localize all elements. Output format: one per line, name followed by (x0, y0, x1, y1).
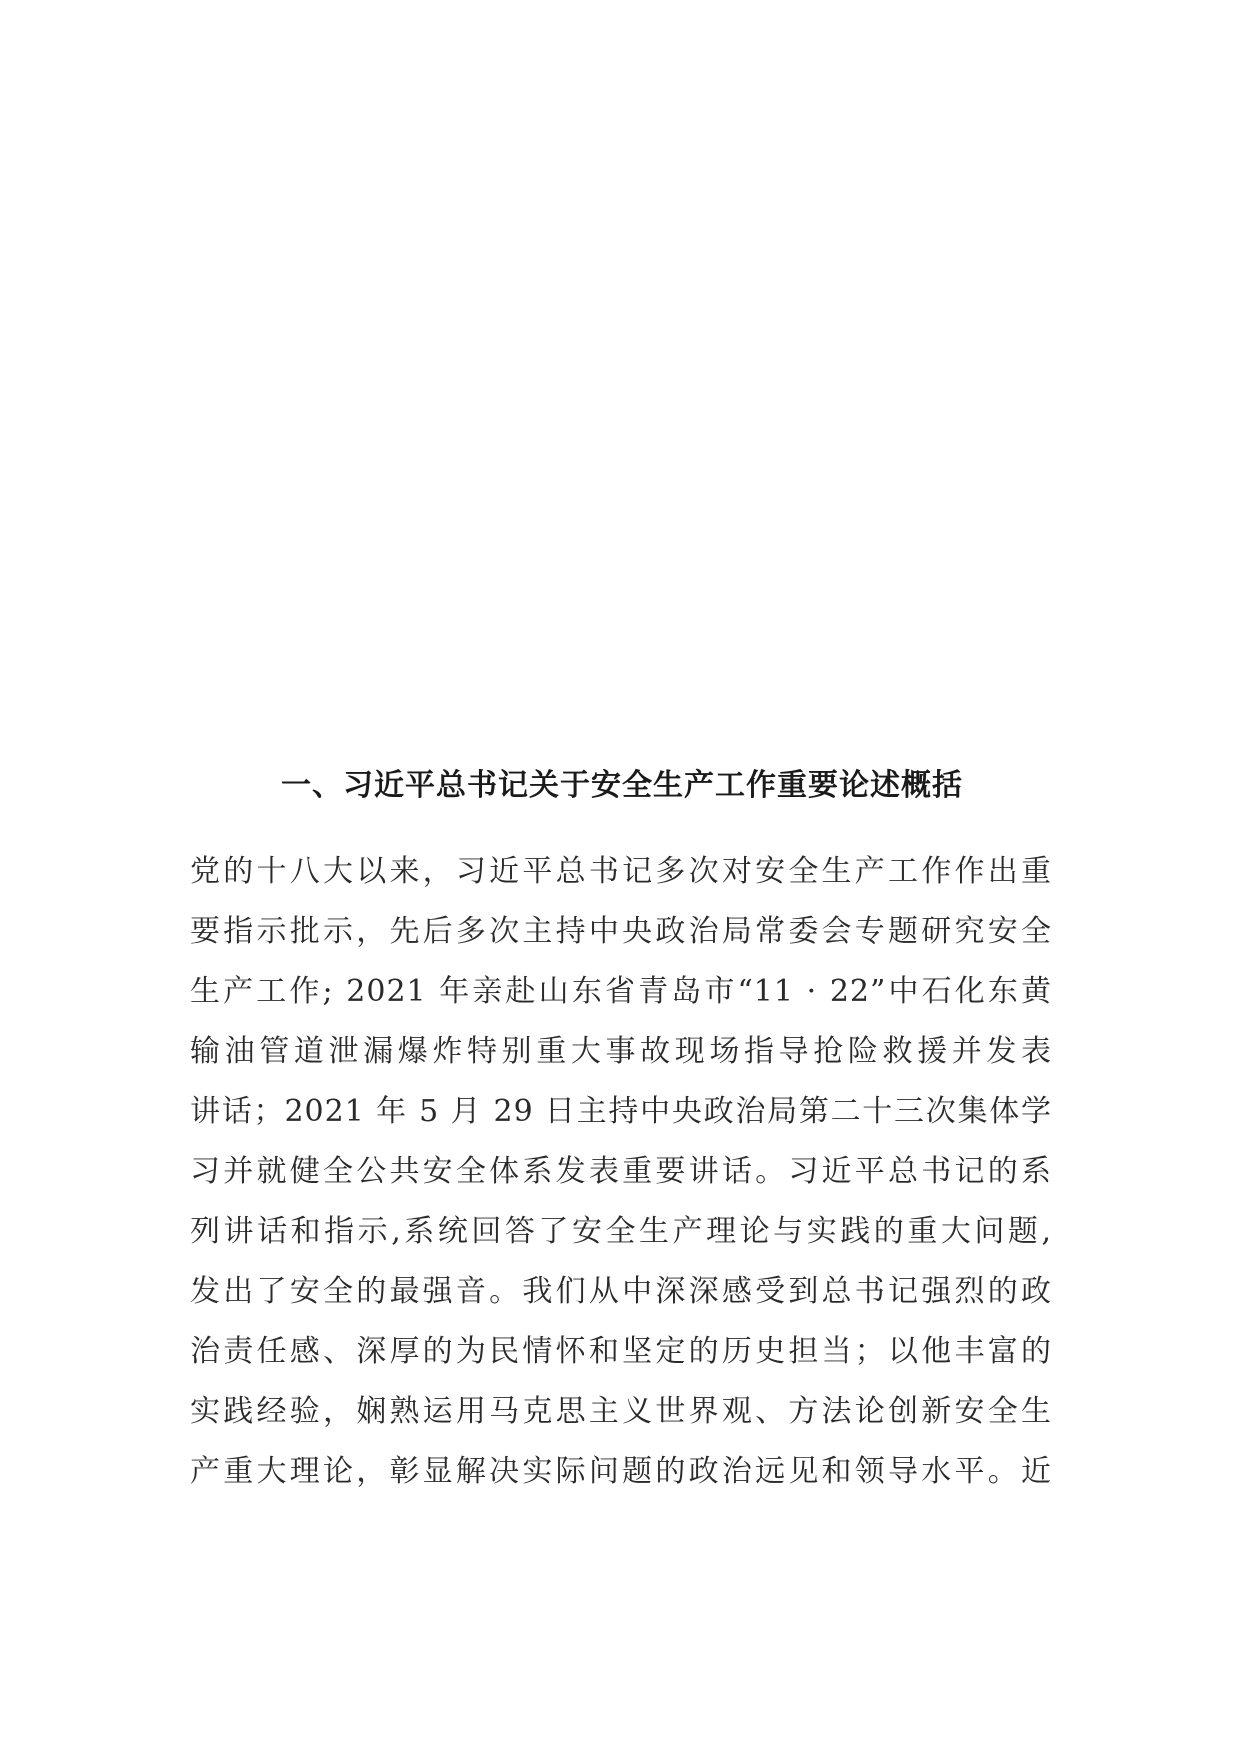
paragraph-line: 习并就健全公共安全体系发表重要讲话。习近平总书记的系 (190, 1154, 1052, 1189)
paragraph-line: 要指示批示，先后多次主持中央政治局常委会专题研究安全 (190, 914, 1052, 949)
paragraph-line: 治责任感、深厚的为民情怀和坚定的历史担当；以他丰富的 (190, 1334, 1052, 1369)
paragraph-line: 发出了安全的最强音。我们从中深深感受到总书记强烈的政 (190, 1274, 1052, 1309)
paragraph-line: 讲话；2021 年 5 月 29 日主持中央政治局第二十三次集体学 (190, 1094, 1052, 1129)
paragraph-line: 生产工作; 2021 年亲赴山东省青岛市“11 · 22”中石化东黄 (190, 974, 1052, 1009)
section-heading: 一、习近平总书记关于安全生产工作重要论述概括 (281, 768, 963, 803)
paragraph-line: 党的十八大以来，习近平总书记多次对安全生产工作作出重 (190, 854, 1052, 889)
paragraph-line: 列讲话和指示,系统回答了安全生产理论与实践的重大问题, (190, 1214, 1052, 1249)
paragraph-line: 实践经验，娴熟运用马克思主义世界观、方法论创新安全生 (190, 1394, 1052, 1429)
paragraph-line: 产重大理论，彰显解决实际问题的政治远见和领导水平。近 (190, 1454, 1052, 1489)
paragraph-line: 输油管道泄漏爆炸特别重大事故现场指导抢险救援并发表 (190, 1034, 1052, 1069)
body-paragraph (190, 842, 1052, 1502)
